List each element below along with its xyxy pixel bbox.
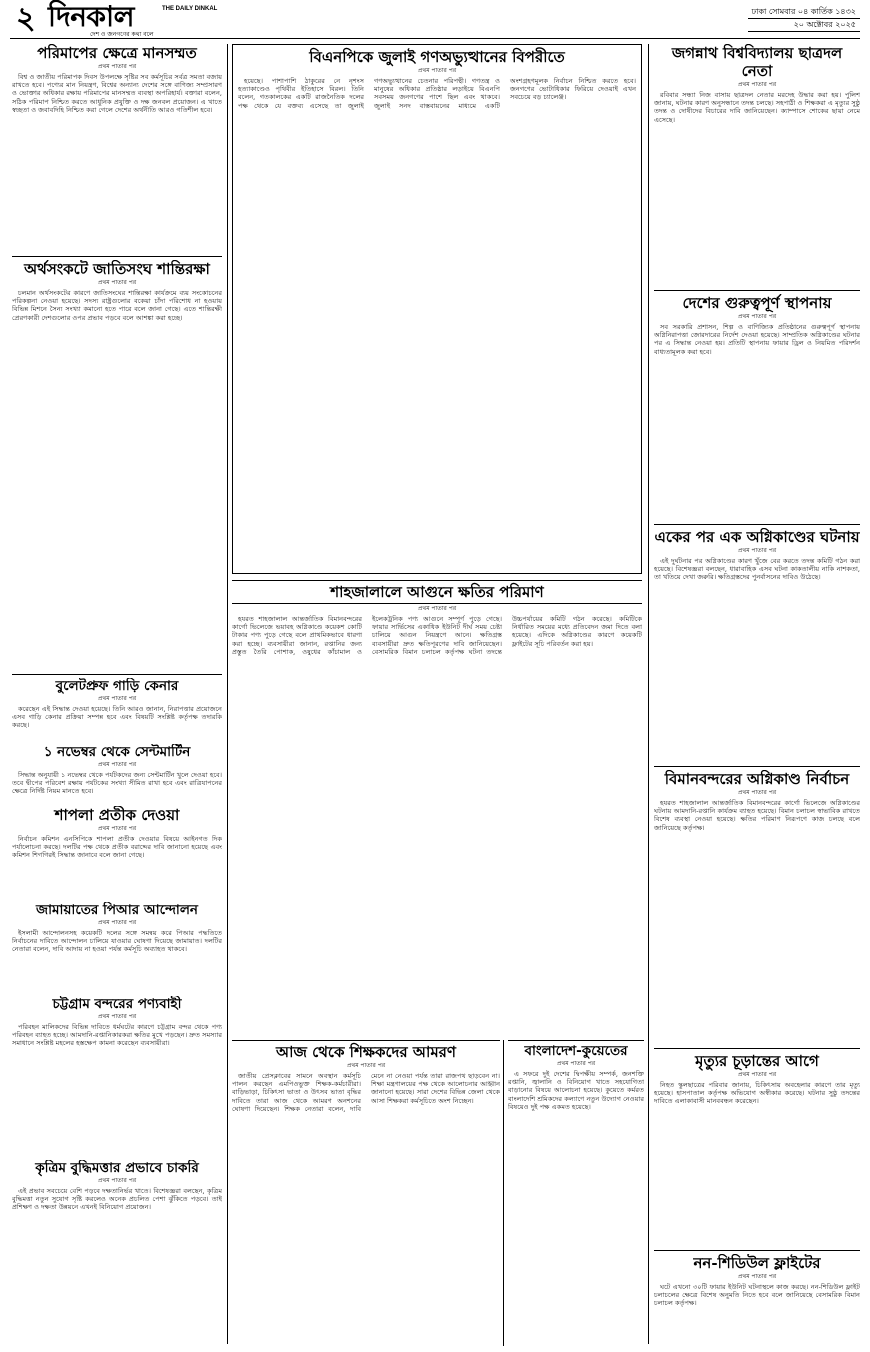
continued-label: প্রথম পাতার পর	[737, 547, 777, 554]
article-title: দেশের গুরুত্বপূর্ণ স্থাপনায়	[682, 294, 832, 312]
article-title: শাপলা প্রতীক দেওয়া	[54, 806, 180, 824]
continued-label: প্রথম পাতার পর	[97, 63, 137, 70]
article-body: হযরত শাহজালাল আন্তর্জাতিক বিমানবন্দরের কার্গো ভিলেজে অগ্নিকাণ্ডের ঘটনায় আমদানি-রপ্তানি কার্যক্রম ব্যাহত হয়েছে। বিমান চলাচল স্বাভাবিক রাখতে বিশেষ ব্যবস্থা নেওয়া হয়েছে। ক্ষতির পরিমাণ নিরূপণে কাজ চলছে বলে জানিয়েছে কর্তৃপক্ষ।	[654, 799, 860, 832]
continued-label: প্রথম পাতার পর	[737, 1071, 777, 1078]
continued-label: প্রথম পাতার পর	[97, 919, 137, 926]
article-kuwait	[508, 1040, 644, 1346]
article-body: করেছেন এই সিদ্ধান্ত দেওয়া হয়েছে। তিনি আরও জানান, নিরাপত্তার প্রয়োজনে এসব গাড়ি কেনার প্রক্রিয়া সম্পন্ন হবে এবং বিষয়টি সংশ্লিষ্ট কর্তৃপক্ষ তদারকি করছে।	[12, 705, 222, 730]
article-title: অর্থসংকটে জাতিসংঘ শান্তিরক্ষা	[24, 260, 210, 278]
article-title: বিমানবন্দরের অগ্নিকাণ্ড নির্বাচন	[664, 770, 850, 788]
article-body: জাতীয় প্রেসক্লাবের সামনে অবস্থান কর্মসূচি পালন করছেন এমপিওভুক্ত শিক্ষক-কর্মচারীরা। বাড়িভাড়া, চিকিৎসা ভাতা ও উৎসব ভাতা বৃদ্ধির দাবিতে তারা আজ থেকে আমরণ অনশনের ঘোষণা দিয়েছেন। শিক্ষক নেতারা বলেন, দাবি মেনে না নেওয়া পর্যন্ত তারা রাজপথ ছাড়বেন না। শিক্ষা মন্ত্রণালয়ের পক্ষ থেকে আলোচনার আহ্বান জানানো হয়েছে। সারা দেশের বিভিন্ন জেলা থেকে আসা শিক্ষকরা কর্মসূচিতে অংশ নিচ্ছেন।	[232, 1072, 500, 1113]
continued-label: প্রথম পাতার পর	[97, 1013, 137, 1020]
masthead-rule	[10, 38, 860, 39]
newspaper-logo-english: THE DAILY DINKAL	[162, 6, 218, 12]
column-divider	[503, 1040, 504, 1346]
divider	[654, 1250, 860, 1251]
article-body: ইসলামী আন্দোলনসহ কয়েকটি দলের সঙ্গে সমন্বয় করে পিআর পদ্ধতিতে নির্বাচনের দাবিতে আন্দোলন চালিয়ে যাওয়ার ঘোষণা দিয়েছে জামায়াত। দলটির নেতারা বলেন, দাবি আদায় না হওয়া পর্যন্ত কর্মসূচি অব্যাহত থাকবে।	[12, 929, 222, 954]
article-ai-jobs	[12, 1160, 222, 1346]
tagline: দেশ ও জনগণের কথা বলে	[90, 31, 154, 38]
continued-label: প্রথম পাতার পর	[97, 825, 137, 832]
article-airport-fire	[654, 770, 860, 1046]
masthead	[10, 2, 860, 36]
article-death-before	[654, 1052, 860, 1248]
article-body: এ সফরে দুই দেশের দ্বিপক্ষীয় সম্পর্ক, জনশক্তি রপ্তানি, জ্বালানি ও বিনিয়োগ খাতে সহযোগিতা বাড়ানোর বিষয়ে আলোচনা হয়েছে। কুয়েতে কর্মরত বাংলাদেশি শ্রমিকদের কল্যাণে নতুন উদ্যোগ নেওয়ার বিষয়েও দুই পক্ষ একমত হয়েছে।	[508, 1070, 644, 1111]
article-chattogram	[12, 996, 222, 1156]
divider	[654, 524, 860, 525]
article-saintmartin	[12, 744, 222, 802]
continued-label: প্রথম পাতার পর	[97, 1177, 137, 1184]
article-body: এই প্রভাব সবচেয়ে বেশি পড়বে দক্ষতানির্ভর খাতে। বিশেষজ্ঞরা বলছেন, কৃত্রিম বুদ্ধিমত্তা নতুন সুযোগ সৃষ্টি করলেও অনেক প্রচলিত পেশা ঝুঁকিতে পড়বে। তাই প্রশিক্ষণ ও দক্ষতা উন্নয়নে এখনই বিনিয়োগ প্রয়োজন।	[12, 1187, 222, 1212]
article-title: একের পর এক অগ্নিকাণ্ডের ঘটনায়	[654, 528, 860, 546]
continued-label: প্রথম পাতার পর	[97, 279, 137, 286]
article-title: জামায়াতের পিআর আন্দোলন	[36, 902, 198, 918]
article-shapla	[12, 806, 222, 898]
divider	[654, 1048, 860, 1049]
article-body: রবিবার সন্ধ্যা নিজ বাসায় ছাত্রদল নেতার মরদেহ উদ্ধার করা হয়। পুলিশ জানায়, ঘটনার কারণ অনুসন্ধানে তদন্ত চলছে। সহপাঠী ও শিক্ষকরা এ মৃত্যুর সুষ্ঠু তদন্ত ও দোষীদের বিচারের দাবি জানিয়েছেন। ক্যাম্পাসে শোকের ছায়া নেমে এসেছে।	[654, 91, 860, 124]
article-fire-incident	[654, 528, 860, 764]
continued-label: প্রথম পাতার পর	[97, 761, 137, 768]
date-bengali: ঢাকা সোমবার ০৪ কার্তিক ১৪৩২	[748, 6, 860, 19]
dateline	[748, 6, 860, 32]
article-title: জগন্নাথ বিশ্ববিদ্যালয় ছাত্রদল নেতা	[671, 44, 843, 80]
divider	[654, 290, 860, 291]
continued-label: প্রথম পাতার পর	[556, 1060, 596, 1067]
continued-label: প্রথম পাতার পর	[97, 695, 137, 702]
article-title: বাংলাদেশ-কুয়েতের	[508, 1040, 644, 1059]
divider	[12, 674, 222, 675]
continued-label: প্রথম পাতার পর	[737, 81, 777, 88]
continued-label: প্রথম পাতার পর	[737, 313, 777, 320]
article-title: শাহজালালে আগুনে ক্ষতির পরিমাণ	[232, 580, 642, 604]
divider	[654, 766, 860, 767]
page-number: ২	[16, 1, 36, 36]
article-body: হয়েছে। পাশাপাশি ঠাকুরের নে নৃশংস হত্যাকাণ্ডেও পৃথিবীর ইতিহাসে বিরল। তিনি বলেন, গতকালকের একটি রাজনৈতিক দলের পক্ষ থেকে যে বক্তব্য এসেছে তা জুলাই গণঅভ্যুত্থানের চেতনার পরিপন্থী। গণতন্ত্র ও মানুষের অধিকার প্রতিষ্ঠার লড়াইয়ে বিএনপি সবসময় জনগণের পাশে ছিল এবং থাকবে। জুলাই সনদ বাস্তবায়নের মাধ্যমে একটি অংশগ্রহণমূলক নির্বাচন নিশ্চিত করতে হবে। জনগণের ভোটাধিকার ফিরিয়ে দেওয়াই এখন সবচেয়ে বড় চ্যালেঞ্জ।	[238, 77, 636, 110]
article-title: বিএনপিকে জুলাই গণঅভ্যুত্থানের বিপরীতে	[309, 48, 565, 66]
article-non-schedule	[654, 1254, 860, 1346]
column-divider	[227, 44, 228, 1344]
article-bulletproof	[12, 678, 222, 740]
article-title: ১ নভেম্বর থেকে সেন্টমার্টিন	[43, 744, 191, 760]
article-body: বিশ্ব ও জাতীয় পরিমাপক দিবস উপলক্ষে সৃষ্টির সব কর্মসূচির সর্বত্র সমতা বজায় রাখতে হবে। পণ্যের মান নিয়ন্ত্রণ, বিশ্বের অন্যান্য দেশের সঙ্গে বাণিজ্য সম্প্রসারণ ও ভোক্তার অধিকার রক্ষায় পরিমাপের মানসম্মত ব্যবস্থা অপরিহার্য। বক্তারা বলেন, সঠিক পরিমাপ নিশ্চিত করতে আধুনিক প্রযুক্তি ও দক্ষ জনবল প্রয়োজন। এ খাতে স্বচ্ছতা ও জবাবদিহি নিশ্চিত করা গেলে দেশের অর্থনীতি আরও গতিশীল হবে।	[12, 73, 222, 114]
article-jagannath	[654, 44, 860, 288]
continued-label: প্রথম পাতার পর	[417, 605, 457, 612]
continued-label: প্রথম পাতার পর	[417, 67, 457, 74]
column-divider	[648, 44, 649, 1344]
article-shahjalal	[232, 580, 642, 1034]
article-body: চলমান অর্থসংকটের কারণে জাতিসংঘের শান্তিরক্ষা কার্যক্রমে ব্যয় সংকোচনের পরিকল্পনা নেওয়া হয়েছে। সদস্য রাষ্ট্রগুলোর বকেয়া চাঁদা পরিশোধ না হওয়ায় বিভিন্ন মিশনে সৈন্য সংখ্যা কমানো হতে পারে বলে জানা গেছে। এতে শান্তিরক্ষী প্রেরণকারী দেশগুলোর ওপর প্রভাব পড়বে বলে আশঙ্কা করা হচ্ছে।	[12, 289, 222, 322]
article-body: সব সরকারি প্রশাসন, শিল্প ও বাণিজ্যিক প্রতিষ্ঠানের গুরুত্বপূর্ণ স্থাপনায় অগ্নিনিরাপত্তা জোরদারের নির্দেশ দেওয়া হয়েছে। সাম্প্রতিক অগ্নিকাণ্ডের ঘটনার পর এ সিদ্ধান্ত নেওয়া হয়। প্রতিটি স্থাপনায় ফায়ার ড্রিল ও নিয়মিত পরিদর্শন বাধ্যতামূলক করা হবে।	[654, 323, 860, 356]
article-body: নিহত স্কুলছাত্রের পরিবার জানায়, চিকিৎসায় অবহেলার কারণে তার মৃত্যু হয়েছে। হাসপাতাল কর্তৃপক্ষ অভিযোগ অস্বীকার করেছে। ঘটনার সুষ্ঠু তদন্তের দাবিতে এলাকাবাসী মানববন্ধন করেছেন।	[654, 1081, 860, 1106]
article-jamaat	[12, 902, 222, 992]
article-body: ঘটে এখনো ৩০টি ফায়ার ইউনিট ঘটনাস্থলে কাজ করছে। নন-শিডিউল ফ্লাইট চলাচলের ক্ষেত্রে বিশেষ অনুমতি নিতে হবে বলে জানিয়েছে বেসামরিক বিমান চলাচল কর্তৃপক্ষ।	[654, 1283, 860, 1308]
article-title: আজ থেকে শিক্ষকদের আমরণ	[232, 1040, 500, 1061]
article-title: চট্টগ্রাম বন্দরের পণ্যবাহী	[52, 996, 182, 1012]
article-teachers	[232, 1040, 500, 1346]
continued-label: প্রথম পাতার পর	[346, 1062, 386, 1069]
article-bnp-july	[232, 44, 642, 574]
divider	[12, 256, 222, 257]
article-body: এই দুর্ঘটনার পর অগ্নিকাণ্ডের কারণ খুঁজে বের করতে তদন্ত কমিটি গঠন করা হয়েছে। বিশেষজ্ঞরা বলছেন, ধারাবাহিক এসব ঘটনা কাকতালীয় নাকি নাশকতা, তা খতিয়ে দেখা জরুরি। ক্ষতিগ্রস্তদের পুনর্বাসনের দাবিও উঠেছে।	[654, 557, 860, 582]
newspaper-logo: দিনকাল	[48, 0, 135, 33]
article-economic	[12, 260, 222, 672]
continued-label: প্রথম পাতার পর	[737, 789, 777, 796]
article-title: পরিমাপের ক্ষেত্রে মানসম্মত	[37, 44, 197, 62]
article-body: হযরত শাহজালাল আন্তর্জাতিক বিমানবন্দরের কার্গো ভিলেজে ভয়াবহ অগ্নিকাণ্ডে কয়েকশ কোটি টাকার পণ্য পুড়ে গেছে বলে প্রাথমিকভাবে ধারণা করা হচ্ছে। ব্যবসায়ীরা জানান, রপ্তানির জন্য প্রস্তুত তৈরি পোশাক, ওষুধের কাঁচামাল ও ইলেকট্রনিক পণ্য আগুনে সম্পূর্ণ পুড়ে গেছে। ফায়ার সার্ভিসের একাধিক ইউনিট দীর্ঘ সময় চেষ্টা চালিয়ে আগুন নিয়ন্ত্রণে আনে। ক্ষতিগ্রস্ত ব্যবসায়ীরা দ্রুত ক্ষতিপূরণের দাবি জানিয়েছেন। বেসামরিক বিমান চলাচল কর্তৃপক্ষ ঘটনা তদন্তে উচ্চপর্যায়ের কমিটি গঠন করেছে। কমিটিকে নির্ধারিত সময়ের মধ্যে প্রতিবেদন জমা দিতে বলা হয়েছে। এদিকে অগ্নিকাণ্ডের কারণে কয়েকটি ফ্লাইটের সূচি পরিবর্তন করা হয়।	[232, 615, 642, 656]
article-title: মৃত্যুর চূড়ান্তের আগে	[695, 1052, 819, 1070]
date-english: ২০ অক্টোবর ২০২৫	[748, 19, 860, 32]
article-important-place	[654, 294, 860, 522]
article-body: নির্বাচন কমিশন এনসিপিকে শাপলা প্রতীক দেওয়ার বিষয়ে আইনগত দিক পর্যালোচনা করছে। দলটির পক্ষ থেকে প্রতীক বরাদ্দের দাবি জানানো হয়েছে এবং কমিশন শিগগিরই সিদ্ধান্ত জানাবে বলে জানা গেছে।	[12, 835, 222, 860]
continued-label: প্রথম পাতার পর	[737, 1273, 777, 1280]
article-title: নন-শিডিউল ফ্লাইটের	[693, 1254, 821, 1272]
article-title: বুলেটপ্রুফ গাড়ি কেনার	[55, 678, 179, 694]
article-body: সিদ্ধান্ত অনুযায়ী ১ নভেম্বর থেকে পর্যটকদের জন্য সেন্টমার্টিন খুলে দেওয়া হবে। তবে দ্বীপের পরিবেশ রক্ষায় পর্যটকের সংখ্যা সীমিত রাখা হবে এবং রাত্রিযাপনের ক্ষেত্রে নির্দিষ্ট নিয়ম মানতে হবে।	[12, 771, 222, 796]
article-body: পরিবহন মালিকদের বিভিন্ন দাবিতে ধর্মঘটের কারণে চট্টগ্রাম বন্দর থেকে পণ্য পরিবহন ব্যাহত হচ্ছে। আমদানি-রপ্তানিকারকরা ক্ষতির মুখে পড়ছেন। দ্রুত সমস্যার সমাধানে সংশ্লিষ্ট মহলের হস্তক্ষেপ কামনা করেছেন ব্যবসায়ীরা।	[12, 1023, 222, 1048]
article-title: কৃত্রিম বুদ্ধিমত্তার প্রভাবে চাকরি	[35, 1160, 199, 1176]
article-parimap	[12, 44, 222, 254]
